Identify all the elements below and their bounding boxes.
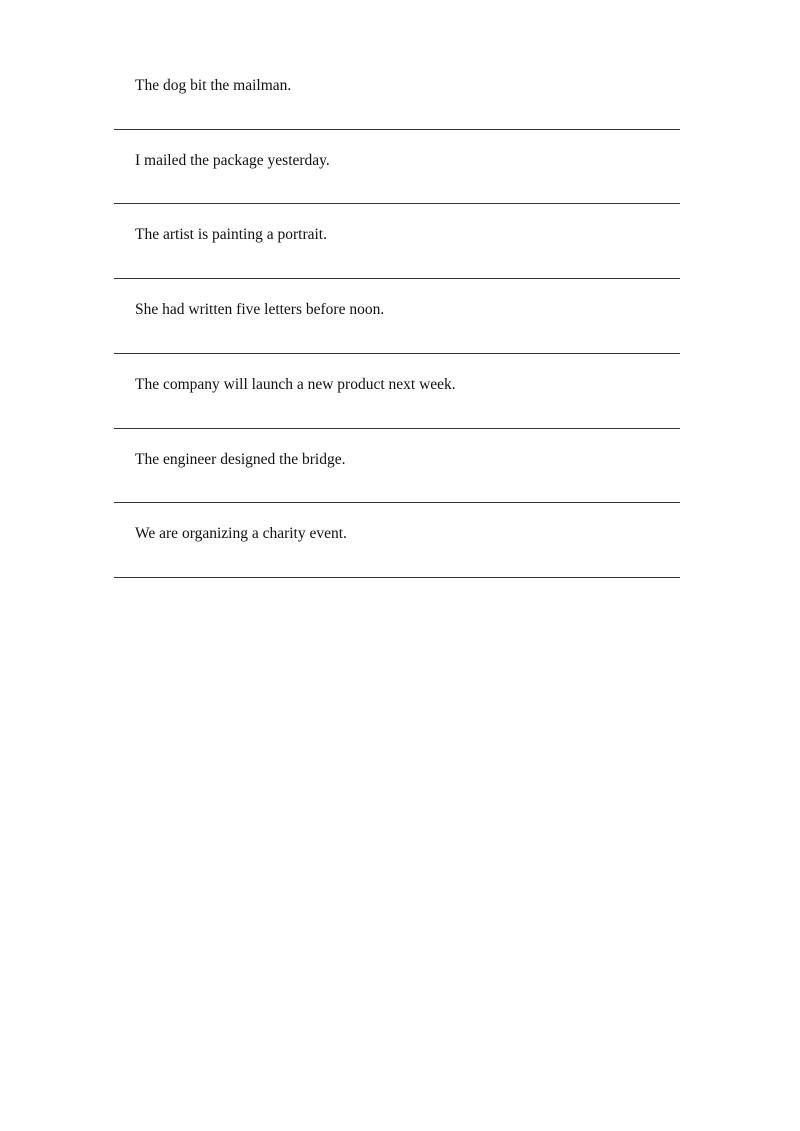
list-item: [114, 204, 680, 279]
list-item: [114, 354, 680, 429]
sentence-text: The engineer designed the bridge.: [135, 450, 346, 468]
list-item: [114, 130, 680, 205]
list-item: [114, 0, 680, 130]
list-item: [114, 503, 680, 578]
sentence-text: The artist is painting a portrait.: [135, 226, 327, 244]
answer-line[interactable]: [114, 577, 680, 578]
sentence-text: The company will launch a new product next week.: [135, 375, 456, 393]
sentence-list: [114, 0, 680, 578]
sentence-text: I mailed the package yesterday.: [135, 151, 330, 169]
sentence-text: We are organizing a charity event.: [135, 525, 347, 543]
sentence-text: The dog bit the mailman.: [135, 77, 292, 94]
sentence-text: She had written five letters before noon.: [135, 301, 385, 319]
list-item: [114, 279, 680, 354]
list-item: [114, 429, 680, 504]
